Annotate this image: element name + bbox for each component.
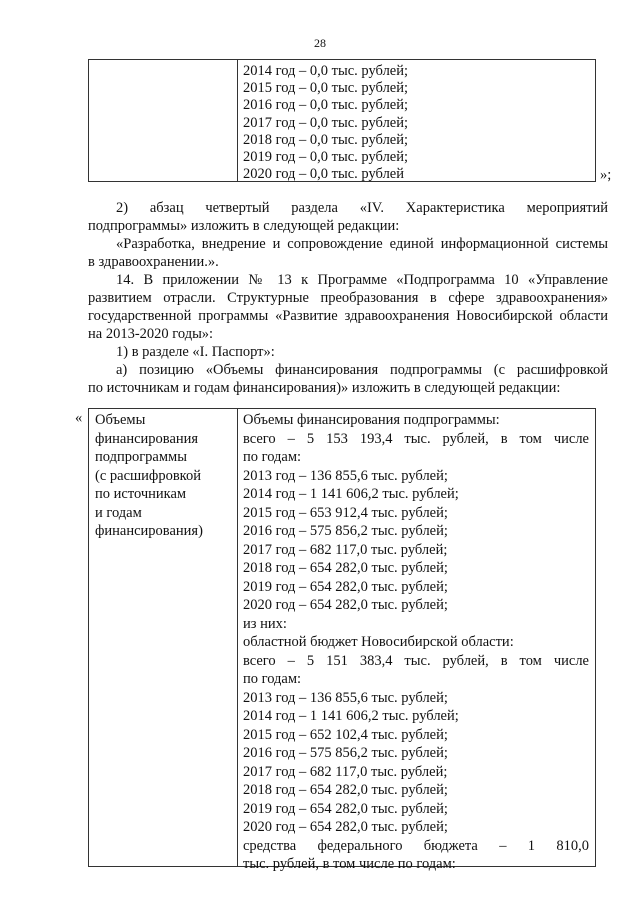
table-row: 2014 год – 1 141 606,2 тыс. рублей; bbox=[243, 708, 459, 724]
table-row: по годам: bbox=[243, 671, 302, 687]
table-cell-years bbox=[243, 63, 408, 183]
funding-table bbox=[88, 408, 596, 872]
table-row: 2016 год – 0,0 тыс. рублей; bbox=[243, 97, 409, 114]
table-cell-values bbox=[243, 411, 589, 874]
table-row: 2017 год – 682 117,0 тыс. рублей; bbox=[243, 763, 448, 780]
table-row: 2017 год – 682 117,0 тыс. рублей; bbox=[243, 541, 448, 558]
table-row: 2020 год – 0,0 тыс. рублей bbox=[243, 166, 405, 183]
table-row: подпрограммы bbox=[95, 449, 187, 465]
paragraph-14-line-2: развитием отрасли. Структурные преобразования в сфере здравоохранения» bbox=[88, 290, 608, 306]
paragraph-2-line-2: подпрограммы» изложить в следующей редакции: bbox=[88, 218, 400, 234]
table-row: всего – 5 151 383,4 тыс. рублей, в том числе bbox=[243, 652, 589, 669]
paragraph-2-line-1: 2) абзац четвертый раздела «IV. Характеристика мероприятий bbox=[116, 200, 608, 216]
paragraph-quote-line-1: «Разработка, внедрение и сопровождение единой информационной системы bbox=[116, 236, 608, 252]
paragraph-14-line-4: на 2013-2020 годы»: bbox=[88, 326, 214, 342]
table-row: по годам: bbox=[243, 449, 302, 465]
table-row: 2019 год – 654 282,0 тыс. рублей; bbox=[243, 578, 448, 595]
table-row: финансирования) bbox=[95, 523, 203, 539]
table-row: Объемы финансирования подпрограммы: bbox=[243, 412, 500, 428]
paragraph-quote-line-2: в здравоохранении.». bbox=[88, 254, 219, 270]
table-row: 2013 год – 136 855,6 тыс. рублей; bbox=[243, 467, 448, 484]
closing-quote: »; bbox=[600, 167, 612, 183]
table-row: средства федерального бюджета – 1 810,0 bbox=[243, 837, 589, 854]
table-row: по источникам bbox=[95, 486, 187, 502]
table-row: всего – 5 153 193,4 тыс. рублей, в том числе bbox=[243, 430, 589, 447]
table-row: 2019 год – 654 282,0 тыс. рублей; bbox=[243, 800, 448, 817]
table-row: 2016 год – 575 856,2 тыс. рублей; bbox=[243, 523, 448, 539]
opening-quote: « bbox=[75, 410, 83, 426]
table-row: тыс. рублей, в том числе по годам: bbox=[243, 856, 456, 872]
table-row: и годам bbox=[95, 504, 142, 521]
table-row: 2017 год – 0,0 тыс. рублей; bbox=[243, 114, 409, 131]
table-row: 2020 год – 654 282,0 тыс. рублей; bbox=[243, 597, 448, 613]
paragraph-section-1: 1) в разделе «I. Паспорт»: bbox=[116, 344, 275, 360]
table-row: финансирования bbox=[95, 430, 199, 447]
table-row: из них: bbox=[243, 615, 287, 632]
table-divider bbox=[237, 409, 238, 866]
table-row: 2016 год – 575 856,2 тыс. рублей; bbox=[243, 745, 448, 761]
page-number: 28 bbox=[314, 36, 326, 50]
paragraph-14-line-3: государственной программы «Развитие здравоохранения Новосибирской области bbox=[88, 308, 608, 324]
table-row: Объемы bbox=[95, 412, 146, 428]
table-row: 2018 год – 654 282,0 тыс. рублей; bbox=[243, 782, 448, 798]
table-row: 2019 год – 0,0 тыс. рублей; bbox=[243, 148, 409, 165]
table-row: 2014 год – 0,0 тыс. рублей; bbox=[243, 63, 409, 79]
paragraph-14-line-1: 14. В приложении № 13 к Программе «Подпрограмма 10 «Управление bbox=[116, 272, 608, 288]
funding-table-continuation bbox=[88, 59, 596, 182]
table-row: 2020 год – 654 282,0 тыс. рублей; bbox=[243, 819, 448, 835]
table-row: 2015 год – 652 102,4 тыс. рублей; bbox=[243, 726, 448, 743]
table-row: 2013 год – 136 855,6 тыс. рублей; bbox=[243, 689, 448, 706]
table-row: 2015 год – 0,0 тыс. рублей; bbox=[243, 80, 409, 97]
table-divider bbox=[237, 60, 238, 181]
table-row: (с расшифровкой bbox=[95, 467, 201, 484]
table-row: областной бюджет Новосибирской области: bbox=[243, 634, 514, 650]
table-row: 2018 год – 654 282,0 тыс. рублей; bbox=[243, 560, 448, 576]
table-cell-label bbox=[95, 411, 233, 541]
paragraph-position-line-1: а) позицию «Объемы финансирования подпрограммы (с расшифровкой bbox=[116, 362, 608, 378]
table-row: 2014 год – 1 141 606,2 тыс. рублей; bbox=[243, 486, 459, 502]
paragraph-position-line-2: по источникам и годам финансирования)» изложить в следующей редакции: bbox=[88, 380, 561, 396]
table-row: 2015 год – 653 912,4 тыс. рублей; bbox=[243, 504, 448, 521]
table-row: 2018 год – 0,0 тыс. рублей; bbox=[243, 131, 409, 148]
